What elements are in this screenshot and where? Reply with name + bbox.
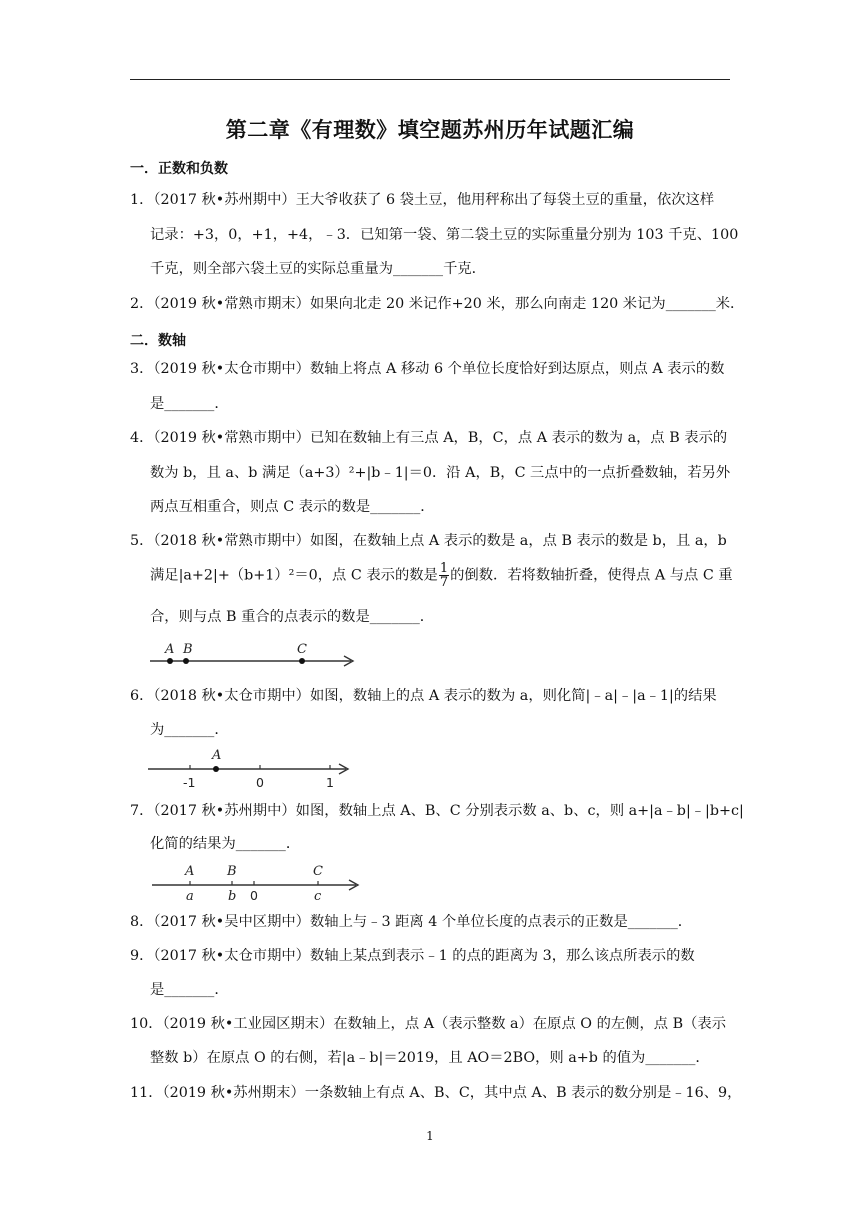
question-4-line-3: 两点互相重合，则点 C 表示的数是_______．	[150, 499, 435, 515]
question-6-line-2: 为_______．	[150, 722, 229, 738]
question-9-line-2: 是_______．	[150, 982, 229, 998]
question-5-line-3: 合，则与点 B 重合的点表示的数是_______．	[150, 609, 435, 625]
section-heading-positive-negative: 一．正数和负数	[130, 161, 228, 177]
label-c: C	[313, 864, 323, 879]
question-11-line-1: 11．（2019 秋•苏州期末）一条数轴上有点 A、B、C，其中点 A、B 表示的数分别是﹣16、9，	[130, 1085, 742, 1101]
label-b: B	[227, 864, 237, 879]
fraction-one-seventh	[439, 562, 449, 589]
question-7-number-line-figure	[150, 858, 365, 904]
value-label-a: a	[186, 889, 194, 904]
label-a: A	[165, 642, 175, 657]
question-7-line-2: 化简的结果为_______．	[150, 836, 301, 852]
question-10-line-1: 10．（2019 秋•工业园区期末）在数轴上，点 A（表示整数 a）在原点 O 的左侧，点 B（表示	[130, 1016, 726, 1032]
question-10-line-2: 整数 b）在原点 O 的右侧，若|a﹣b|＝2019，且 AO＝2BO，则 a+b 的值为_______．	[150, 1050, 710, 1066]
question-6-line-1: 6．（2018 秋•太仓市期中）如图，数轴上的点 A 表示的数为 a，则化简|﹣a|﹣|a﹣1|的结果	[130, 688, 717, 704]
tick-label-zero: 0	[256, 775, 264, 790]
question-5-text-after-fraction: 的倒数．若将数轴折叠，使得点 A 与点 C 重	[450, 567, 733, 584]
section-heading-number-line: 二．数轴	[130, 333, 186, 349]
point-b	[183, 658, 189, 664]
page-title: 第二章《有理数》填空题苏州历年试题汇编	[225, 118, 635, 142]
point-a	[213, 766, 219, 772]
question-1-line-3: 千克，则全部六袋土豆的实际总重量为_______千克．	[150, 261, 486, 277]
question-3-line-2: 是_______．	[150, 396, 229, 412]
question-8: 8．（2017 秋•吴中区期中）数轴上与﹣3 距离 4 个单位长度的点表示的正数是_______．	[130, 914, 693, 930]
page-number: 1	[426, 1129, 434, 1143]
question-3-line-1: 3．（2019 秋•太仓市期中）数轴上将点 A 移动 6 个单位长度恰好到达原点，则点 A 表示的数	[130, 361, 725, 377]
question-1-line-2: 记录：+3，0，+1，+4，﹣3．已知第一袋、第二袋土豆的实际重量分别为 103 千克、100	[150, 227, 739, 243]
question-5-text-before-fraction: 满足|a+2|+（b+1）²＝0，点 C 表示的数是	[150, 567, 438, 584]
question-5-line-1: 5．（2018 秋•常熟市期中）如图，在数轴上点 A 表示的数是 a，点 B 表示的数是 b，且 a，b	[130, 533, 727, 549]
fraction-numerator: 1	[439, 561, 449, 576]
point-a	[167, 658, 173, 664]
question-5-number-line-figure	[148, 638, 363, 672]
point-c	[299, 658, 305, 664]
question-5-line-2	[150, 562, 733, 589]
question-4-line-2: 数为 b，且 a、b 满足（a+3）²+|b﹣1|＝0．沿 A，B，C 三点中的一点折叠数轴，若另外	[150, 465, 731, 481]
value-label-b: b	[228, 889, 237, 904]
question-7-line-1: 7．（2017 秋•苏州期中）如图，数轴上点 A、B、C 分别表示数 a、b、c，则 a+|a﹣b|﹣|b+c|	[130, 803, 744, 819]
question-9-line-1: 9．（2017 秋•太仓市期中）数轴上某点到表示﹣1 的点的距离为 3，那么该点所表示的数	[130, 948, 695, 964]
question-1-line-1: 1．（2017 秋•苏州期中）王大爷收获了 6 袋土豆，他用秤称出了每袋土豆的重量，依次这样	[130, 192, 715, 208]
tick-label-one: 1	[326, 775, 334, 790]
question-2: 2．（2019 秋•常熟市期末）如果向北走 20 米记作+20 米，那么向南走 120 米记为_______米．	[130, 296, 745, 312]
tick-label-minus-one: -1	[183, 775, 196, 790]
value-label-zero: 0	[250, 888, 258, 903]
value-label-c: c	[314, 889, 322, 904]
question-6-number-line-figure	[146, 744, 356, 792]
label-a: A	[185, 864, 195, 879]
label-a: A	[212, 748, 222, 763]
label-b: B	[183, 642, 193, 657]
label-c: C	[297, 642, 307, 657]
top-rule	[130, 79, 730, 80]
fraction-denominator: 7	[439, 575, 449, 590]
question-4-line-1: 4．（2019 秋•常熟市期中）已知在数轴上有三点 A，B，C，点 A 表示的数为 a，点 B 表示的	[130, 430, 728, 446]
